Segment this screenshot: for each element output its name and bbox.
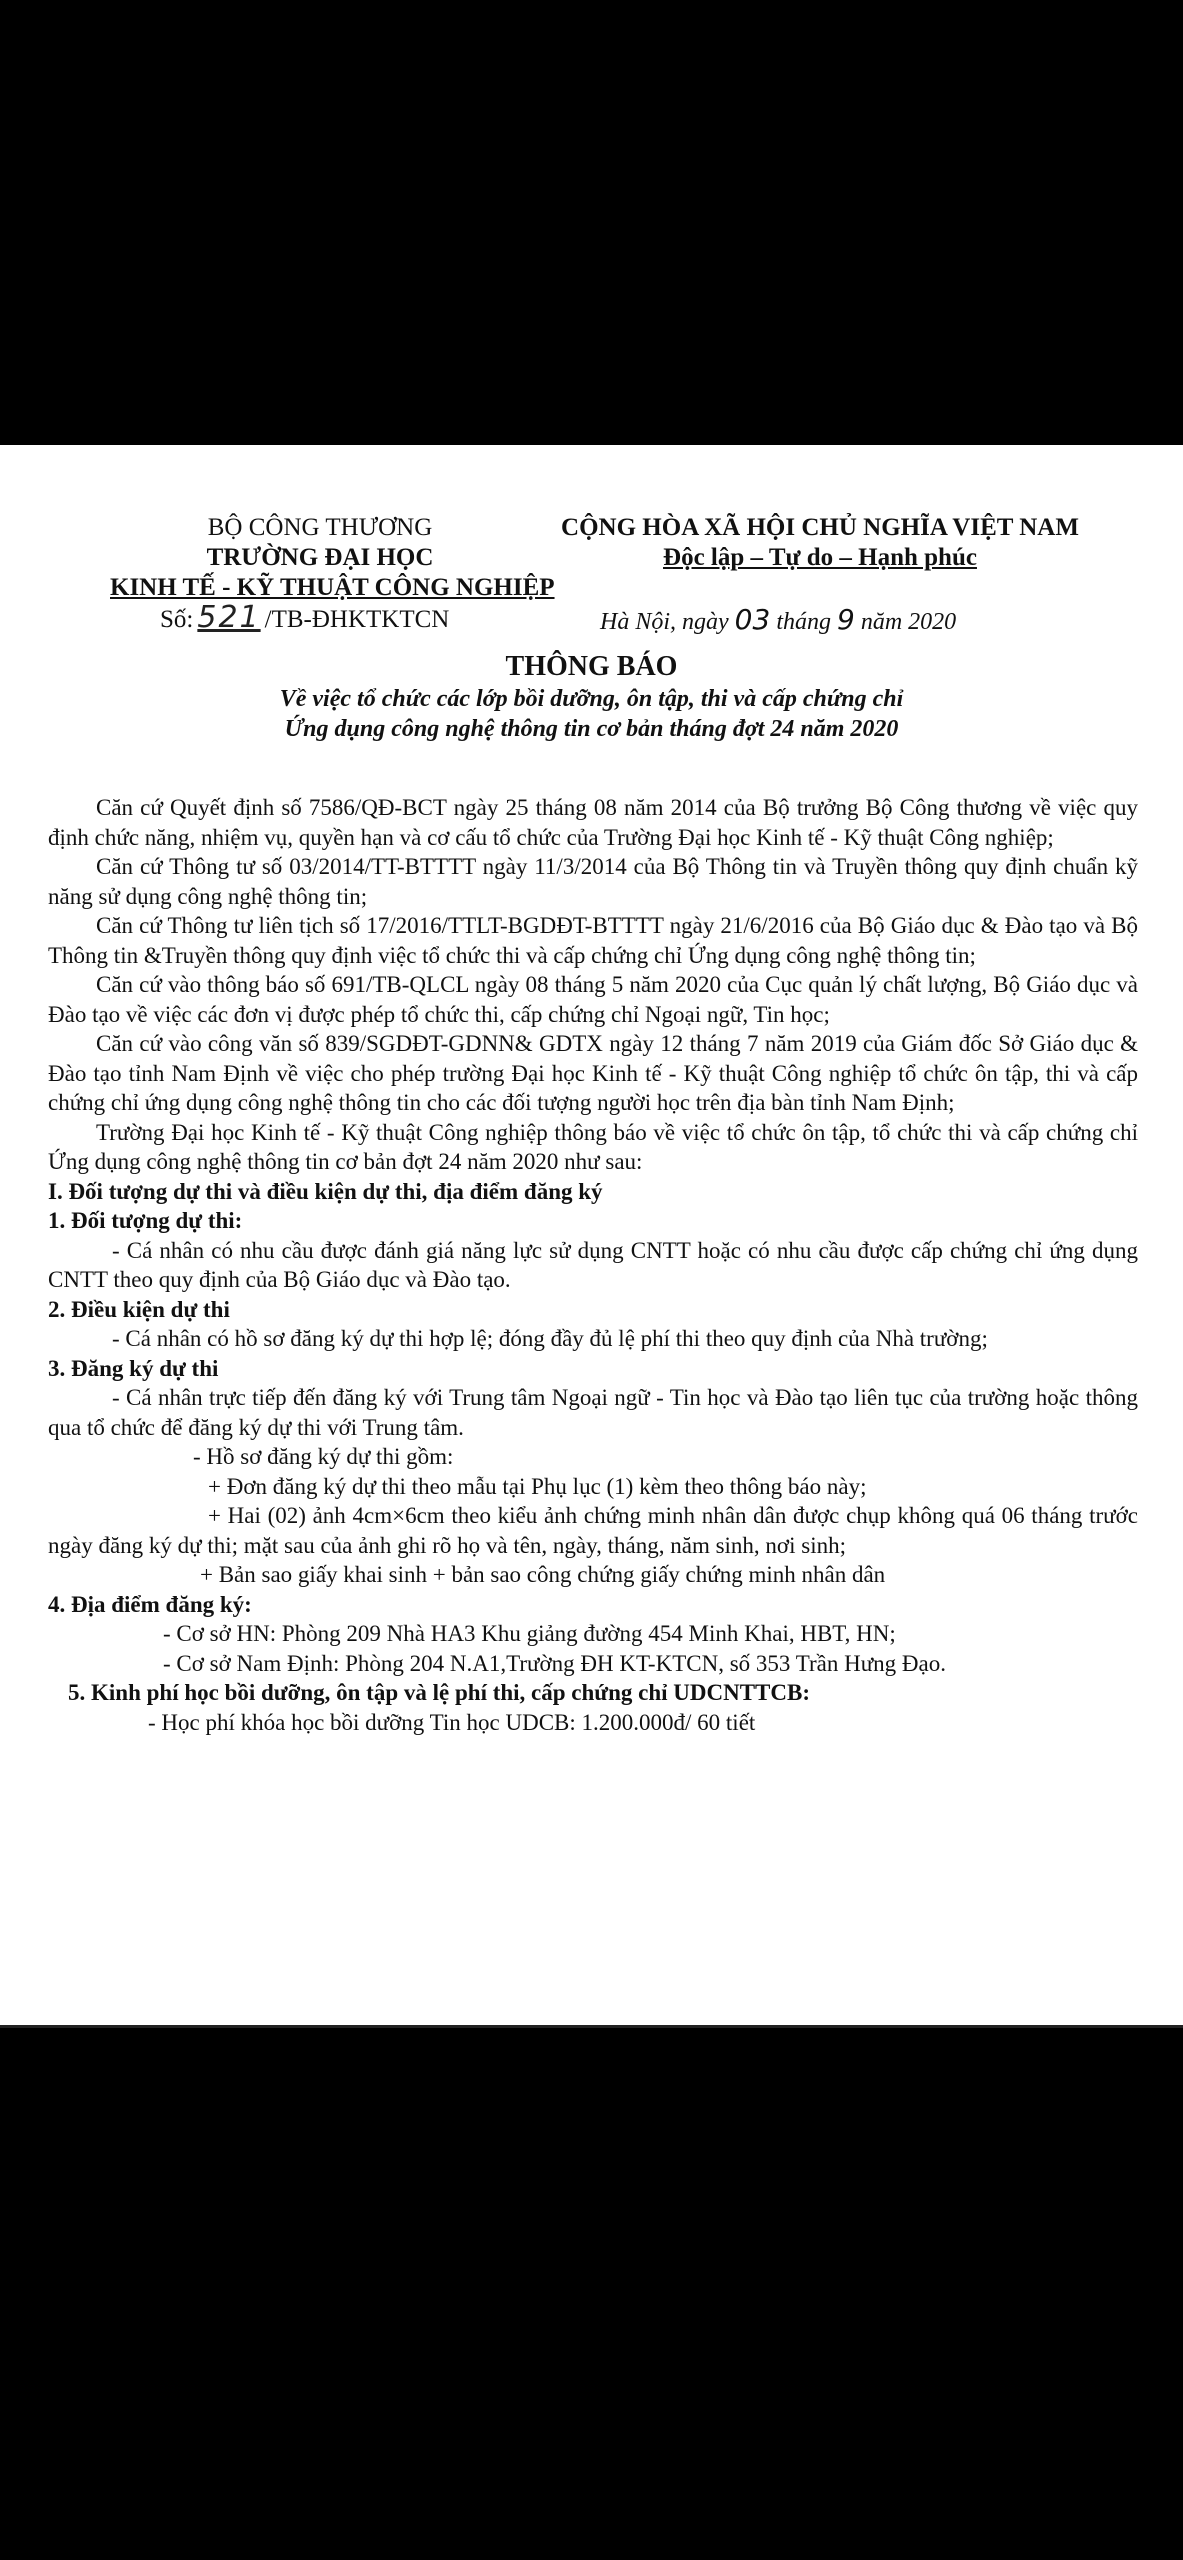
national-motto-block [540,513,1100,573]
legal-basis-2: Căn cứ Thông tư số 03/2014/TT-BTTTT ngày 11/3/2014 của Bộ Thông tin và Truyền thông quy định chuẩn kỹ năng sử dụng công nghệ thông tin; [48,854,1138,909]
item-5-fee: - Học phí khóa học bồi dưỡng Tin học UDCB: 1.200.000đ/ 60 tiết [148,1709,756,1735]
section-1-heading: I. Đối tượng dự thi và điều kiện dự thi, địa điểm đăng ký [48,1178,603,1204]
document-number [160,600,449,635]
notice-body [48,793,1138,1737]
item-1-heading: 1. Đối tượng dự thi: [48,1208,243,1233]
item-3-doc-1: + Đơn đăng ký dự thi theo mẫu tại Phụ lục (1) kèm theo thông báo này; [208,1473,867,1499]
notice-title-block [0,650,1183,744]
item-4-location-nd: - Cơ sở Nam Định: Phòng 204 N.A1,Trường ĐH KT-KTCN, số 353 Trần Hưng Đạo. [163,1650,946,1676]
legal-basis-1: Căn cứ Quyết định số 7586/QĐ-BCT ngày 25 tháng 08 năm 2014 của Bộ trưởng Bộ Công thương về việc quy định chức năng, nhiệm vụ, quyền hạn và cơ cấu tổ chức của Trường Đại học Kinh tế - Kỹ thuật Công nghiệp; [48,795,1138,850]
item-3-heading: 3. Đăng ký dự thi [48,1355,219,1381]
item-1-text: - Cá nhân có nhu cầu được đánh giá năng lực sử dụng CNTT hoặc có nhu cầu được cấp chứng chỉ ứng dụng CNTT theo quy định của Bộ Giáo dục và Đào tạo. [48,1237,1138,1292]
date-month: 9 [836,603,855,636]
date-day: 03 [734,603,771,636]
announcement-intro: Trường Đại học Kinh tế - Kỹ thuật Công nghiệp thông báo về việc tổ chức ôn tập, tổ chức thi và cấp chứng chỉ Ứng dụng công nghệ thông tin cơ bản đợt 24 năm 2020 như sau: [48,1119,1138,1174]
issuer-block [110,513,555,603]
issue-date [600,603,956,636]
item-4-heading: 4. Địa điểm đăng ký: [48,1591,252,1617]
legal-basis-3: Căn cứ Thông tư liên tịch số 17/2016/TTLT-BGDĐT-BTTTT ngày 21/6/2016 của Bộ Giáo dục & Đào tạo và Bộ Thông tin &Truyền thông quy định việc tổ chức thi và cấp chứng chỉ Ứng dụng công nghệ thông tin; [48,913,1138,968]
date-month-label: tháng [776,609,831,635]
document-number-handwritten: 521 [197,600,261,635]
item-3-docs-label: - Hồ sơ đăng ký dự thi gồm: [193,1444,454,1469]
legal-basis-4: Căn cứ vào thông báo số 691/TB-QLCL ngày 08 tháng 5 năm 2020 của Cục quản lý chất lượng, Bộ Giáo dục và Đào tạo về việc các đơn vị được phép tổ chức thi, cấp chứng chỉ Ngoại ngữ, Tin học; [48,972,1138,1027]
motto: Độc lập – Tự do – Hạnh phúc [663,544,977,571]
university-name-line1: TRƯỜNG ĐẠI HỌC [206,544,434,571]
notice-subtitle-1: Về việc tổ chức các lớp bồi dưỡng, ôn tập, thi và cấp chứng chỉ [279,686,904,712]
date-prefix: Hà Nội, ngày [600,609,729,635]
item-3-doc-2: + Hai (02) ảnh 4cm×6cm theo kiểu ảnh chứng minh nhân dân được chụp không quá 06 tháng trước ngày đăng ký dự thi; mặt sau của ảnh ghi rõ họ và tên, ngày, tháng, năm sinh, nơi sinh; [48,1503,1138,1558]
item-4-location-hn: - Cơ sở HN: Phòng 209 Nhà HA3 Khu giảng đường 454 Minh Khai, HBT, HN; [163,1621,896,1646]
country-name: CỘNG HÒA XÃ HỘI CHỦ NGHĨA VIỆT NAM [561,514,1079,541]
item-2-text: - Cá nhân có hồ sơ đăng ký dự thi hợp lệ; đóng đầy đủ lệ phí thi theo quy định của Nhà trường; [112,1326,988,1351]
document-page [0,445,1183,2025]
document-number-suffix: /TB-ĐHKTKTCN [264,606,450,633]
university-name-line2: KINH TẾ - KỸ THUẬT CÔNG NGHIỆP [110,574,555,601]
item-5-heading: 5. Kinh phí học bồi dưỡng, ôn tập và lệ phí thi, cấp chứng chỉ UDCNTTCB: [68,1680,811,1705]
notice-title: THÔNG BÁO [505,651,678,682]
legal-basis-5: Căn cứ vào công văn số 839/SGDĐT-GDNN& GDTX ngày 12 tháng 7 năm 2019 của Giám đốc Sở Giáo dục & Đào tạo tỉnh Nam Định về việc cho phép trường Đại học Kinh tế - Kỹ thuật Công nghiệp tổ chức ôn tập, thi và cấp chứng chỉ ứng dụng công nghệ thông tin cho các đối tượng người học trên địa bàn tỉnh Nam Định; [48,1031,1138,1115]
item-2-heading: 2. Điều kiện dự thi [48,1296,230,1322]
page-bottom-edge [0,2025,1183,2028]
item-3-text: - Cá nhân trực tiếp đến đăng ký với Trung tâm Ngoại ngữ - Tin học và Đào tạo liên tục của trường hoặc thông qua tổ chức để đăng ký dự thi với Trung tâm. [48,1385,1138,1440]
notice-subtitle-2: Ứng dụng công nghệ thông tin cơ bản tháng đợt 24 năm 2020 [284,716,899,742]
ministry-name: BỘ CÔNG THƯƠNG [207,514,433,541]
item-3-doc-3: + Bản sao giấy khai sinh + bản sao công chứng giấy chứng minh nhân dân [200,1562,886,1587]
document-number-prefix: Số: [160,606,194,633]
date-year: năm 2020 [860,609,957,635]
